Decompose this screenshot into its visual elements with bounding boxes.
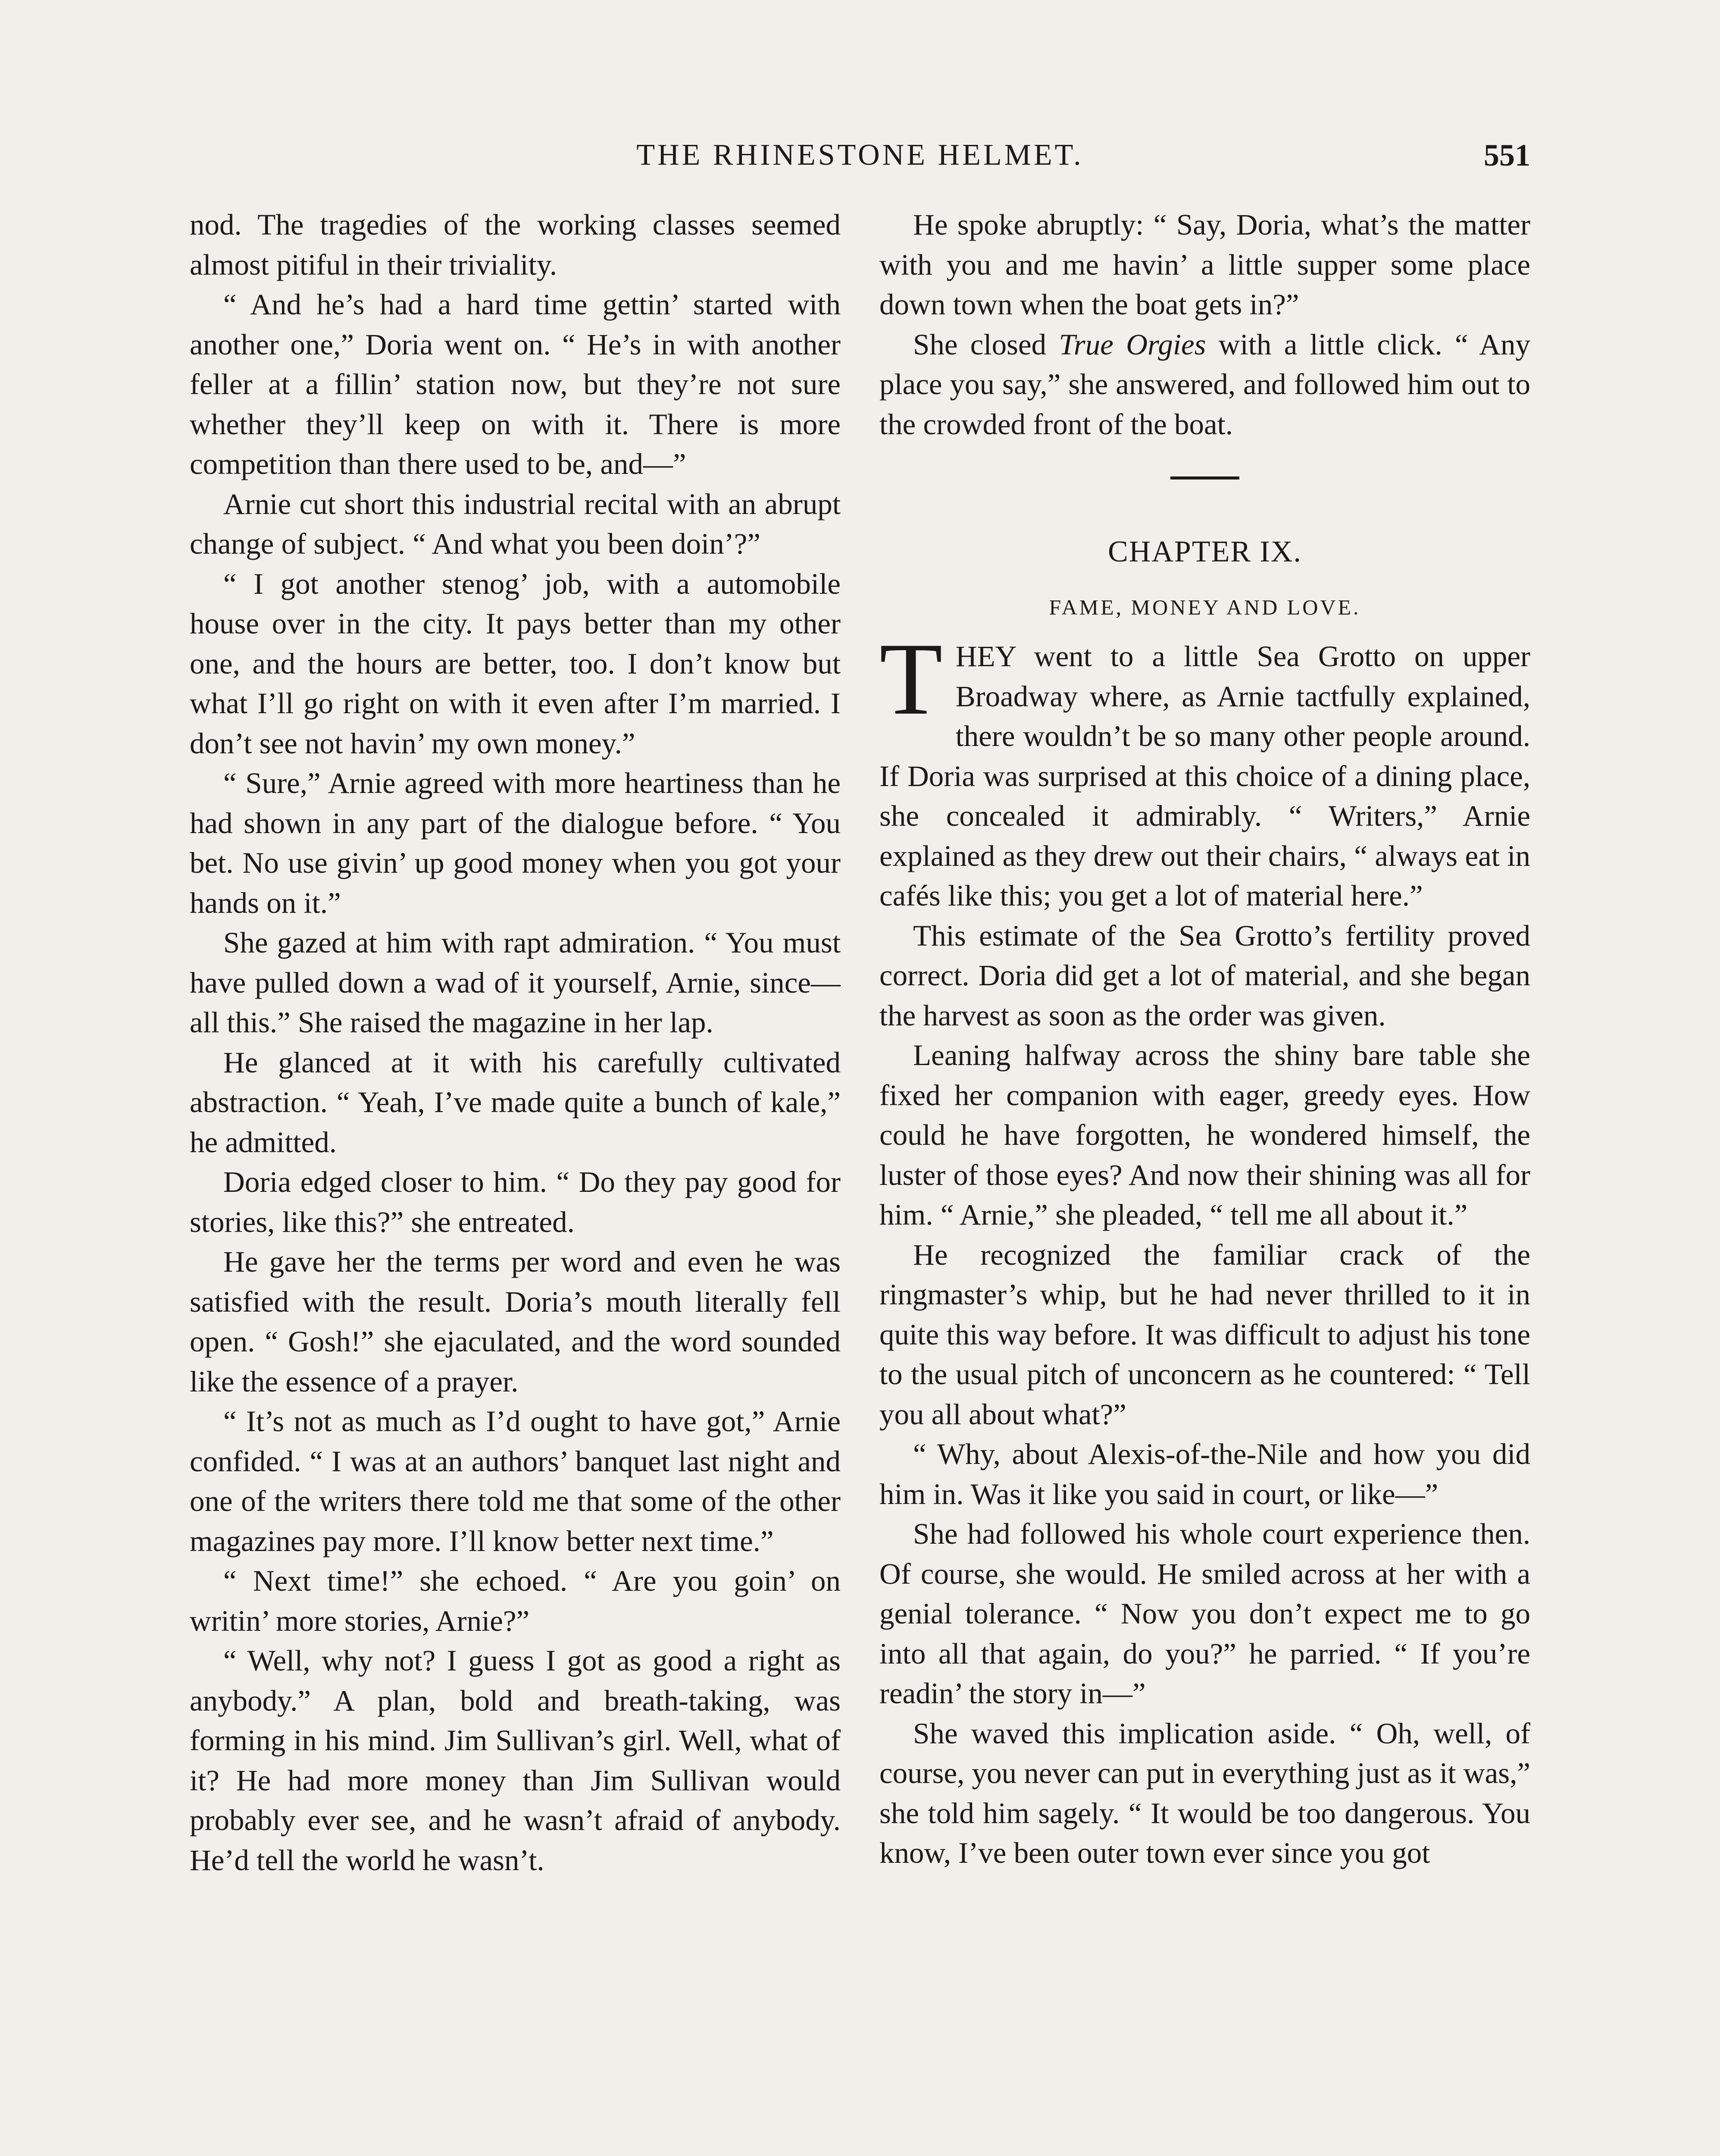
- paragraph: She gazed at him with rapt admiration. “ You must have pulled down a wad of it yourself, Arnie, since—all this.” She raised the magazine in her lap.: [190, 926, 841, 1039]
- magazine-title: True Orgies: [1059, 328, 1206, 361]
- paragraph: “ Why, about Alexis-of-the-Nile and how you did him in. Was it like you said in court, or like—”: [879, 1438, 1530, 1510]
- drop-cap: T: [879, 621, 943, 736]
- left-column: [190, 205, 841, 2156]
- paragraph: Leaning halfway across the shiny bare table she fixed her companion with eager, greedy eyes. How could he have forgotten, he wondered himself, the luster of those eyes? And now their shining was all for him. “ Arnie,” she pleaded, “ tell me all about it.”: [879, 1039, 1530, 1231]
- paragraph-text: with a little click. “ Any place you say,” she answered, and followed him out to the crowded front of the boat.: [879, 328, 1530, 441]
- page-header: [190, 129, 1530, 181]
- paragraph: nod. The tragedies of the working classes seemed almost pitiful in their triviality.: [190, 208, 841, 281]
- paragraph: [879, 325, 1530, 445]
- paragraph: “ Next time!” she echoed. “ Are you goin’ on writin’ more stories, Arnie?”: [190, 1564, 841, 1637]
- chapter-opening-paragraph: [879, 621, 1530, 916]
- paragraph: “ It’s not as much as I’d ought to have got,” Arnie confided. “ I was at an authors’ banquet last night and one of the writers there told me that some of the other magazines pay more. I’ll know better next time.”: [190, 1405, 841, 1557]
- paragraph-text: She closed: [913, 328, 1059, 361]
- paragraph: He spoke abruptly: “ Say, Doria, what’s the matter with you and me havin’ a little supper some place down town when the boat gets in?”: [879, 208, 1530, 321]
- paragraph: He glanced at it with his carefully cultivated abstraction. “ Yeah, I’ve made quite a bunch of kale,” he admitted.: [190, 1046, 841, 1159]
- chapter-subtitle: FAME, MONEY AND LOVE.: [1049, 595, 1361, 619]
- opening-caps: HEY: [955, 640, 1016, 673]
- paragraph: Arnie cut short this industrial recital with an abrupt change of subject. “ And what you been doin’?”: [190, 487, 841, 560]
- right-column: [879, 205, 1530, 2156]
- paragraph: “ Sure,” Arnie agreed with more heartiness than he had shown in any part of the dialogue before. “ You bet. No use givin’ up good money when you got your hands on it.”: [190, 767, 841, 919]
- running-title: THE RHINESTONE HELMET.: [636, 138, 1084, 172]
- paragraph: This estimate of the Sea Grotto’s fertility proved correct. Doria did get a lot of material, and she began the harvest as soon as the order was given.: [879, 919, 1530, 1032]
- paragraph: Doria edged closer to him. “ Do they pay good for stories, like this?” she entreated.: [190, 1166, 841, 1238]
- paragraph-text: went to a little Sea Grotto on upper Broadway where, as Arnie tactfully explained, there wouldn’t be so many other people around. If Doria was surprised at this choice of a dining place, she concealed it admirably. “ Writers,” Arnie explained as they drew out their chairs, “ always eat in cafés like this; you get a lot of material here.”: [879, 640, 1530, 912]
- paragraph: He gave her the terms per word and even he was satisfied with the result. Doria’s mouth literally fell open. “ Gosh!” she ejaculated, and the word sounded like the essence of a prayer.: [190, 1245, 841, 1398]
- paragraph: She waved this implication aside. “ Oh, well, of course, you never can put in everything just as it was,” she told him sagely. “ It would be too dangerous. You know, I’ve been outer town ever since you got: [879, 1717, 1530, 1869]
- paragraph: He recognized the familiar crack of the ringmaster’s whip, but he had never thrilled to it in quite this way before. It was difficult to adjust his tone to the usual pitch of unconcern as he countered: “ Tell you all about what?”: [879, 1238, 1530, 1431]
- paragraph: “ Well, why not? I guess I got as good a right as anybody.” A plan, bold and breath-taking, was forming in his mind. Jim Sullivan’s girl. Well, what of it? He had more money than Jim Sullivan would probably ever see, and he wasn’t afraid of anybody. He’d tell the world he wasn’t.: [190, 1644, 841, 1877]
- page-number: 551: [1484, 138, 1530, 172]
- paragraph: “ I got another stenog’ job, with a automobile house over in the city. It pays better than my other one, and the hours are better, too. I don’t know but what I’ll go right on with it even after I’m married. I don’t see not havin’ my own money.”: [190, 567, 841, 760]
- paragraph: She had followed his whole court experience then. Of course, she would. He smiled across at her with a genial tolerance. “ Now you don’t expect me to go into all that again, do you?” he parried. “ If you’re readin’ the story in—”: [879, 1517, 1530, 1710]
- chapter-title: CHAPTER IX.: [1108, 535, 1302, 568]
- section-divider: [1170, 476, 1239, 479]
- paragraph: “ And he’s had a hard time gettin’ started with another one,” Doria went on. “ He’s in with another feller at a fillin’ station now, but they’re not sure whether they’ll keep on with it. There is more competition than there used to be, and—”: [190, 288, 841, 480]
